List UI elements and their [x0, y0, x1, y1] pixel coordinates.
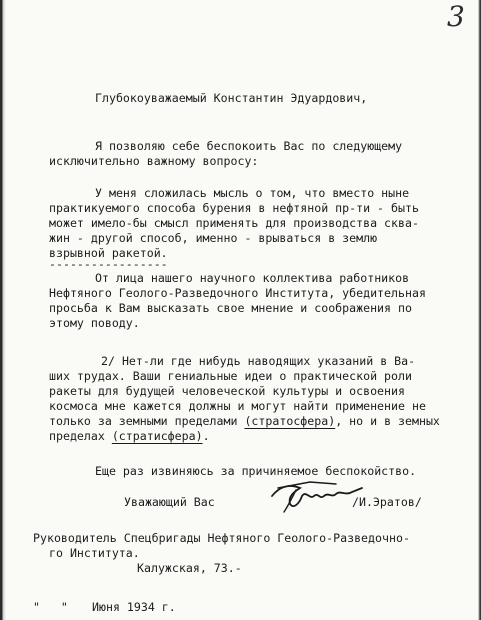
page-number: 3: [447, 0, 465, 33]
handwritten-signature: [266, 474, 366, 514]
position-line-1: Руководитель Спецбригады Нефтяного Геолого-Разведочно-: [33, 531, 410, 545]
paragraph-2-line-4: жин - другой способ, именно - врываться в землю: [49, 231, 378, 245]
salutation: Глубокоуважаемый Константин Эдуардович,: [95, 91, 368, 105]
paragraph-3-line-3: просьба к Вам высказать свое мнение и соображения по: [49, 301, 412, 315]
stratisphere-term: (стратисфера): [111, 429, 203, 443]
letter-date: Июня 1934 г.: [92, 600, 176, 614]
paragraph-2-line-3: может имело-бы смысл применять для производства сква-: [49, 216, 419, 230]
paragraph-4-line-3: ракеты для будущей человеческой культуры и освоения: [49, 384, 405, 398]
date-day-marks: " ": [33, 600, 68, 614]
paragraph-4-line-5-end: , но и в земных: [335, 414, 440, 428]
stratosphere-term: (стратосфера): [244, 414, 336, 428]
paragraph-2-line-2: практикуемого способа бурения в нефтяной пр-ти - быть: [49, 201, 419, 215]
paragraph-1-line-2: исключительно важному вопросу:: [49, 154, 259, 168]
paragraph-4-line-5: [49, 414, 440, 428]
paragraph-4-line-1: 2/ Нет-ли где нибудь наводящих указаний в Ва-: [101, 354, 416, 368]
paragraph-4-line-5-start: только за земными пределами: [49, 414, 245, 428]
sender-address: Калужская, 73.-: [137, 561, 242, 575]
paragraph-4-line-6: [49, 429, 210, 443]
separator-line: -----------------: [49, 257, 168, 271]
paragraph-3-line-4: этому поводу.: [49, 316, 140, 330]
paragraph-4-line-2: ших трудах. Ваши гениальные идеи о практической роли: [49, 369, 412, 383]
closing-respect: Уважающий Вас: [124, 495, 215, 509]
paragraph-4-line-6-end: .: [202, 429, 210, 443]
position-line-2: го Института.: [49, 546, 140, 560]
paragraph-4-line-4: космоса мне кажется должны и могут найти применение не: [49, 399, 426, 413]
paragraph-2-line-1: У меня сложилась мысль о том, что вместо ныне: [95, 186, 410, 200]
paragraph-3-line-1: От лица нашего научного коллектива работников: [95, 271, 410, 285]
signature-name: /И.Эратов/: [352, 495, 422, 509]
paragraph-4-line-6-start: пределах: [49, 429, 112, 443]
paragraph-1-line-1: Я позволяю себе беспокоить Вас по следующему: [95, 139, 403, 153]
apology-line: Еще раз извиняюсь за причиняемое беспокойство.: [95, 464, 417, 478]
paragraph-3-line-2: Нефтяного Геолого-Разведочного Института, убедительная: [49, 286, 426, 300]
paragraph-2-line-5: взрывной ракетой.: [49, 246, 168, 260]
